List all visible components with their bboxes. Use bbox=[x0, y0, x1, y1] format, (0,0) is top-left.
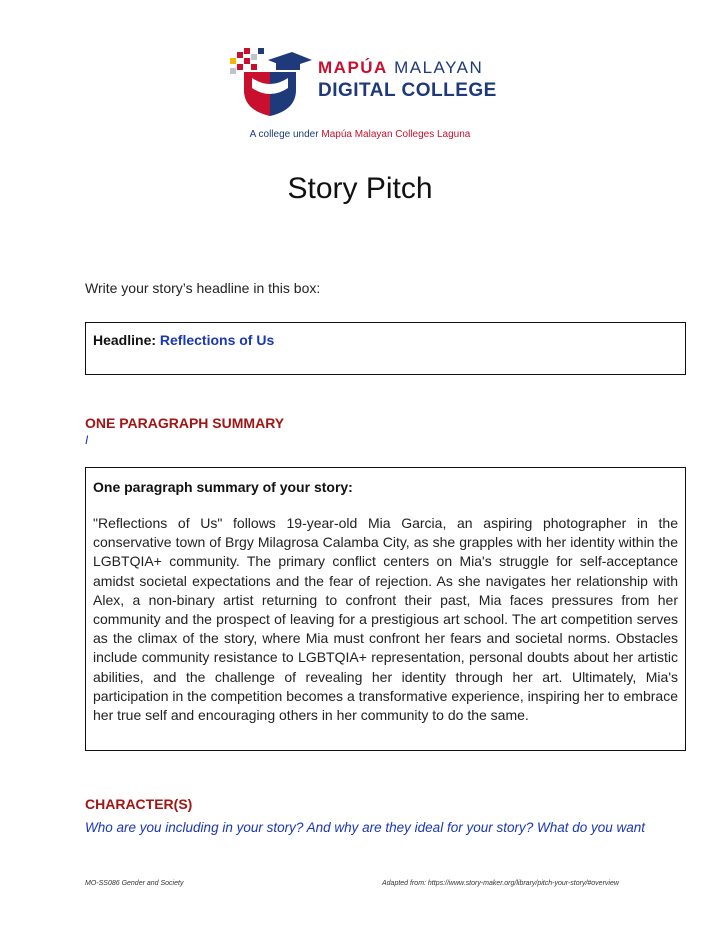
headline-value: Reflections of Us bbox=[159, 332, 275, 348]
logo-tagline bbox=[0, 129, 720, 140]
headline-label: Headline: bbox=[93, 332, 157, 348]
logo-name-line1 bbox=[318, 58, 483, 78]
tagline-prefix: A college under bbox=[249, 129, 319, 140]
character-section-heading: CHARACTER(S) bbox=[85, 796, 193, 812]
logo-name-red: MAPÚA bbox=[318, 58, 388, 77]
logo-name-blue: MALAYAN bbox=[394, 58, 484, 77]
headline-prompt: Write your story’s headline in this box: bbox=[85, 280, 321, 296]
summary-section-heading: ONE PARAGRAPH SUMMARY bbox=[85, 415, 285, 431]
footer-source: Adapted from: https://www.story-maker.org/library/pitch-your-story/#overview bbox=[382, 880, 619, 887]
text-cursor: I bbox=[85, 433, 89, 447]
headline-text bbox=[93, 332, 274, 348]
footer-course-code: MO-SS086 Gender and Society bbox=[85, 880, 184, 887]
character-question: Who are you including in your story? And why are they ideal for your story? What do you want bbox=[85, 820, 646, 835]
summary-box[interactable] bbox=[85, 467, 686, 751]
summary-text: "Reflections of Us" follows 19-year-old Mia Garcia, an aspiring photographer in the conservative town of Brgy Milagrosa Calamba City, as she grapples with her identity within the LGBTQIA+ community. The primary conflict centers on Mia's struggle for self-acceptance amidst societal expectations and the fear of rejection. As she navigates her relationship with Alex, a non-binary artist returning to confront their past, Mia faces pressures from her community and the prospect of leaving for a prestigious art school. The art competition serves as the climax of the story, where Mia must confront her fears and societal norms. Obstacles include community resistance to LGBTQIA+ representation, personal doubts about her artistic abilities, and the challenge of revealing her identity through her art. Ultimately, Mia's participation in the competition becomes a transformative experience, inspiring her to embrace her true self and encouraging others in her community to do the same. bbox=[93, 515, 678, 724]
headline-box[interactable] bbox=[85, 322, 686, 375]
tagline-highlight: Mapúa Malayan Colleges Laguna bbox=[321, 129, 471, 140]
college-logo bbox=[226, 46, 506, 118]
logo-shield-icon bbox=[226, 46, 316, 118]
logo-name-line2: DIGITAL COLLEGE bbox=[318, 80, 497, 101]
page-title: Story Pitch bbox=[287, 172, 433, 205]
summary-box-label: One paragraph summary of your story: bbox=[93, 479, 353, 495]
